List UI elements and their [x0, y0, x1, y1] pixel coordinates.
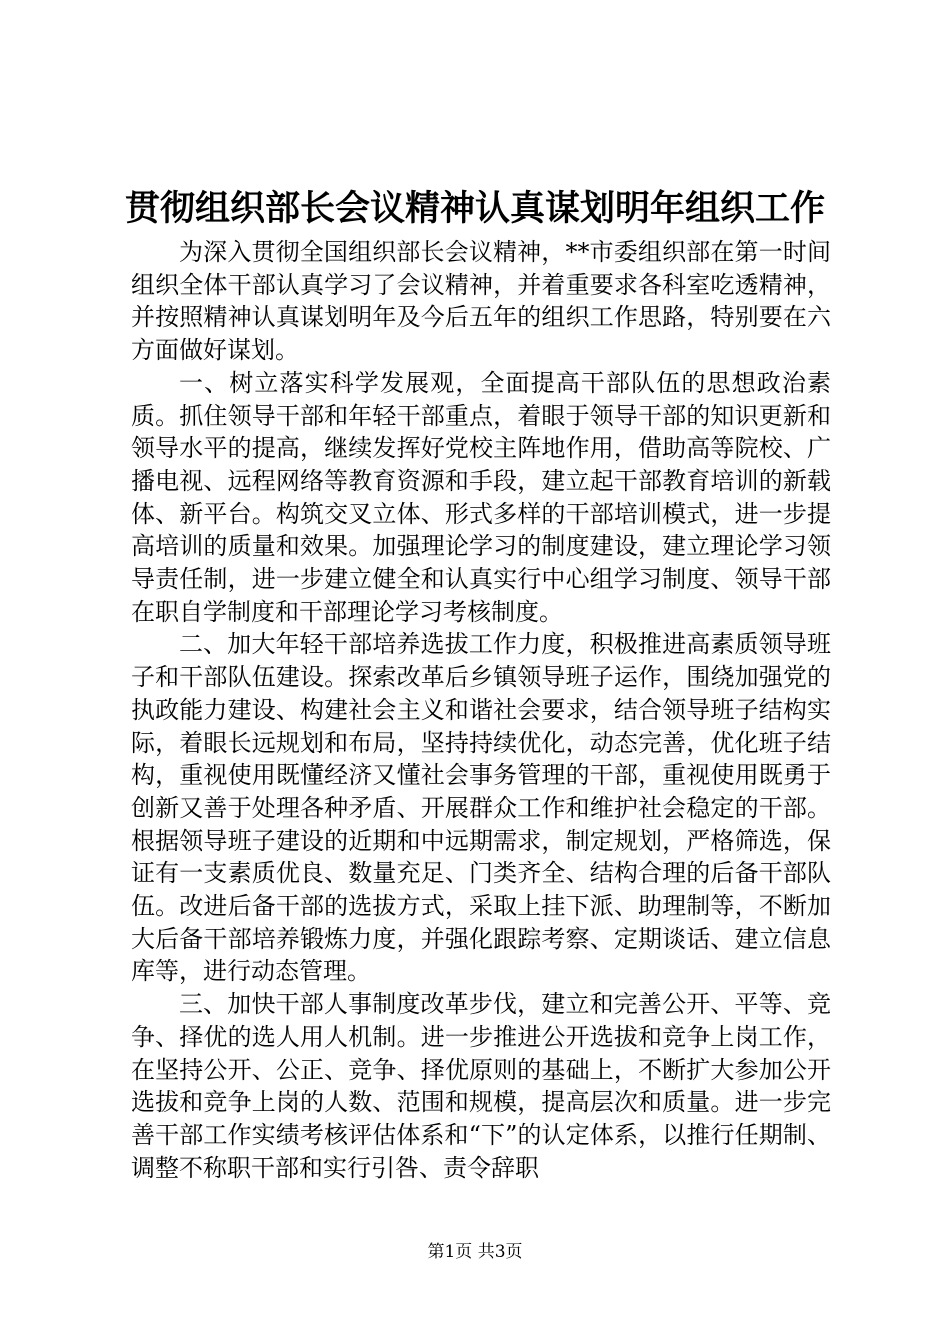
document-body	[131, 236, 831, 1184]
document-title: 贯彻组织部长会议精神认真谋划明年组织工作	[124, 188, 825, 229]
paragraph-intro: 为深入贯彻全国组织部长会议精神，**市委组织部在第一时间组织全体干部认真学习了会议精神，并着重要求各科室吃透精神，并按照精神认真谋划明年及今后五年的组织工作思路，特别要在六方面做好谋划。	[131, 238, 831, 365]
page-indicator: 第1页 共3页	[427, 1242, 523, 1262]
page-footer	[0, 1240, 950, 1264]
paragraph-section-2: 二、加大年轻干部培养选拔工作力度，积极推进高素质领导班子和干部队伍建设。探索改革后乡镇领导班子运作，围绕加强党的执政能力建设、构建社会主义和谐社会要求，结合领导班子结构实际，着眼长远规划和布局，坚持持续优化，动态完善，优化班子结构，重视使用既懂经济又懂社会事务管理的干部，重视使用既勇于创新又善于处理各种矛盾、开展群众工作和维护社会稳定的干部。根据领导班子建设的近期和中远期需求，制定规划，严格筛选，保证有一支素质优良、数量充足、门类齐全、结构合理的后备干部队伍。改进后备干部的选拔方式，采取上挂下派、助理制等，不断加大后备干部培养锻炼力度，并强化跟踪考察、定期谈话、建立信息库等，进行动态管理。	[131, 630, 831, 986]
paragraph-section-1: 一、树立落实科学发展观，全面提高干部队伍的思想政治素质。抓住领导干部和年轻干部重点，着眼于领导干部的知识更新和领导水平的提高，继续发挥好党校主阵地作用，借助高等院校、广播电视、远程网络等教育资源和手段，建立起干部教育培训的新载体、新平台。构筑交叉立体、形式多样的干部培训模式，进一步提高培训的质量和效果。加强理论学习的制度建设，建立理论学习领导责任制，进一步建立健全和认真实行中心组学习制度、领导干部在职自学制度和干部理论学习考核制度。	[131, 368, 831, 626]
paragraph-section-3: 三、加快干部人事制度改革步伐，建立和完善公开、平等、竞争、择优的选人用人机制。进一步推进公开选拔和竞争上岗工作，在坚持公开、公正、竞争、择优原则的基础上，不断扩大参加公开选拔和竞争上岗的人数、范围和规模，提高层次和质量。进一步完善干部工作实绩考核评估体系和“下”的认定体系，以推行任期制、调整不称职干部和实行引咎、责令辞职	[131, 990, 831, 1182]
